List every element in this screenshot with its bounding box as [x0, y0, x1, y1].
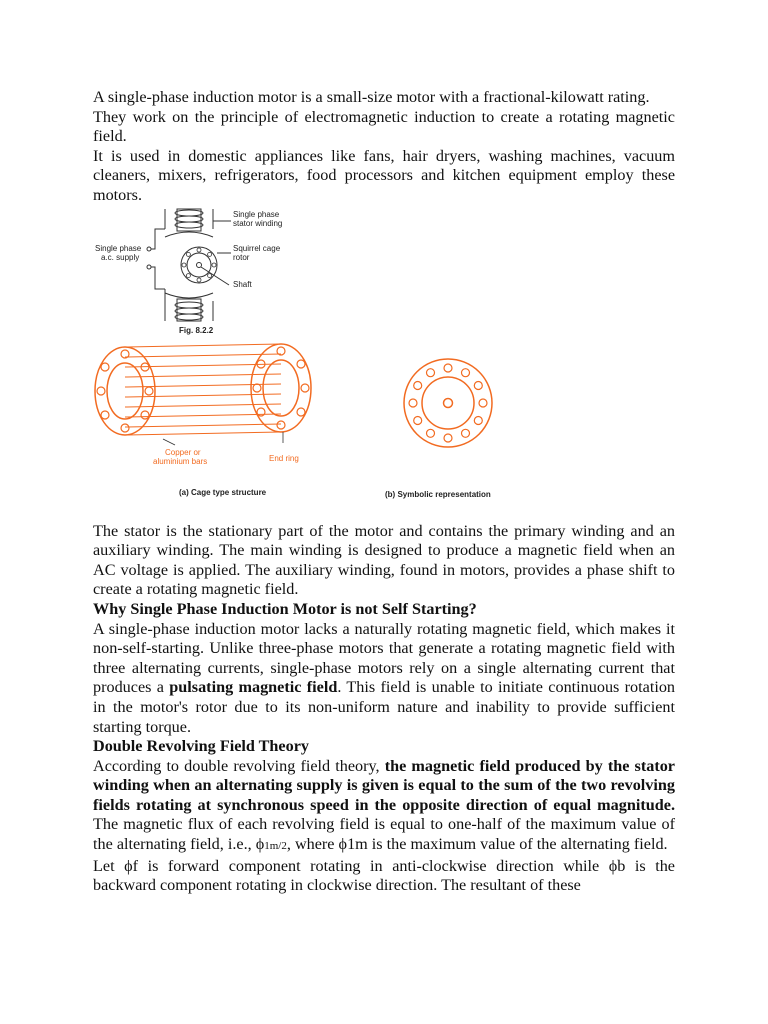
caption-a: (a) Cage type structure: [179, 487, 267, 497]
supply-wire-bottom: [151, 267, 165, 289]
motor-diagram: [93, 207, 675, 512]
why-bold-text: pulsating magnetic field: [169, 678, 338, 697]
stator-label-line1: Single phase: [233, 209, 280, 219]
double-bold-text: the magnetic field produced by the stator winding when an alternating supply is given is equal to the sum of the two revolving fields rotating at synchronous speed in the opposite direction of equal magnitude.: [93, 756, 675, 814]
rotor-bars: [125, 344, 281, 435]
bottom-coil-leads: [165, 289, 213, 321]
bottom-coil-turn-3: [175, 314, 203, 320]
top-pole-shoe: [165, 232, 213, 237]
shaft-label: Shaft: [233, 279, 252, 289]
rotor-inner: [187, 253, 211, 277]
supply-wire-top: [151, 229, 165, 249]
top-coil-turn-1: [175, 210, 203, 216]
double-heading: Double Revolving Field Theory: [93, 737, 309, 756]
ring-label: End ring: [269, 453, 299, 463]
double-paragraph: [93, 757, 675, 857]
why-text-2: . This field is unable to initiate continuous rotation in the motor's rotor due to its non-uniform nature and inability to provide sufficient starting torque.: [93, 678, 676, 736]
bars-label-line2: aluminium bars: [153, 456, 208, 466]
supply-terminal-top: [147, 247, 151, 251]
symbolic-rotor: [404, 359, 492, 447]
leader-bars: [163, 439, 175, 445]
document-page: [93, 88, 675, 896]
rotor-label-line2: rotor: [233, 252, 250, 262]
double-text-3: , where ϕ1m is the maximum value of the alternating field.: [286, 835, 668, 854]
why-heading: Why Single Phase Induction Motor is not Self Starting?: [93, 599, 477, 618]
double-text-1: According to double revolving field theory,: [93, 756, 385, 775]
intro-paragraph-2: They work on the principle of electromagnetic induction to create a rotating magnetic field.: [93, 107, 675, 146]
end-ring-right-inner: [263, 360, 299, 416]
stator-schematic: [147, 209, 231, 321]
top-coil-turn-3: [175, 222, 203, 228]
symbolic-inner-ring: [422, 377, 474, 429]
intro-paragraph-3: It is used in domestic appliances like fans, hair dryers, washing machines, vacuum cleaners, mixers, refrigerators, food processors and kitchen equipment employ these motors.: [93, 146, 675, 204]
end-ring-left-inner: [107, 363, 143, 419]
rotor-shaft: [197, 262, 202, 267]
top-coil-turn-2: [175, 216, 203, 222]
bottom-pole-shoe: [165, 293, 213, 298]
cage-structure: [95, 344, 311, 445]
end-ring-right: [251, 344, 311, 432]
stator-label-line2: stator winding: [233, 218, 283, 228]
supply-label-line2: a.c. supply: [101, 252, 140, 262]
stator-paragraph: The stator is the stationary part of the motor and contains the primary winding and an auxiliary winding. The main winding is designed to produce a magnetic field when an AC voltage is applied. The auxiliary winding, found in motors, provides a phase shift to create a rotating magnetic field.: [93, 521, 675, 599]
rotor-label-line1: Squirrel cage: [233, 243, 281, 253]
supply-label-line1: Single phase: [95, 243, 142, 253]
fig-top-caption: Fig. 8.2.2: [179, 325, 214, 335]
top-coil-leads: [165, 209, 213, 229]
bottom-coil-turn-1: [175, 302, 203, 308]
symbolic-bar-holes: [409, 364, 487, 442]
caption-b: (b) Symbolic representation: [385, 489, 491, 499]
motor-figure: [93, 207, 675, 512]
intro-paragraph-1: A single-phase induction motor is a small-size motor with a fractional-kilowatt rating.: [93, 88, 650, 106]
double-text-2: The magnetic flux of each revolving field is equal to one-half of the maximum value of the alternating field, i.e., ϕ: [93, 815, 675, 854]
end-ring-left: [95, 347, 155, 435]
components-paragraph: Let ϕf is forward component rotating in anti-clockwise direction while ϕb is the backward component rotating in clockwise direction. The resultant of these: [93, 856, 675, 895]
bars-label-line1: Copper or: [165, 447, 201, 457]
symbolic-shaft: [444, 398, 453, 407]
bottom-coil-turn-2: [175, 308, 203, 314]
supply-terminal-bottom: [147, 265, 151, 269]
double-subscript: 1m/2: [264, 840, 287, 853]
why-text-1: A single-phase induction motor lacks a naturally rotating magnetic field, which makes it non-self-starting. Unlike three-phase motors that generate a rotating magnetic field with three alternating currents, single-phase motors rely on a single alternating current that produces a: [93, 619, 675, 697]
why-paragraph: [93, 620, 675, 738]
